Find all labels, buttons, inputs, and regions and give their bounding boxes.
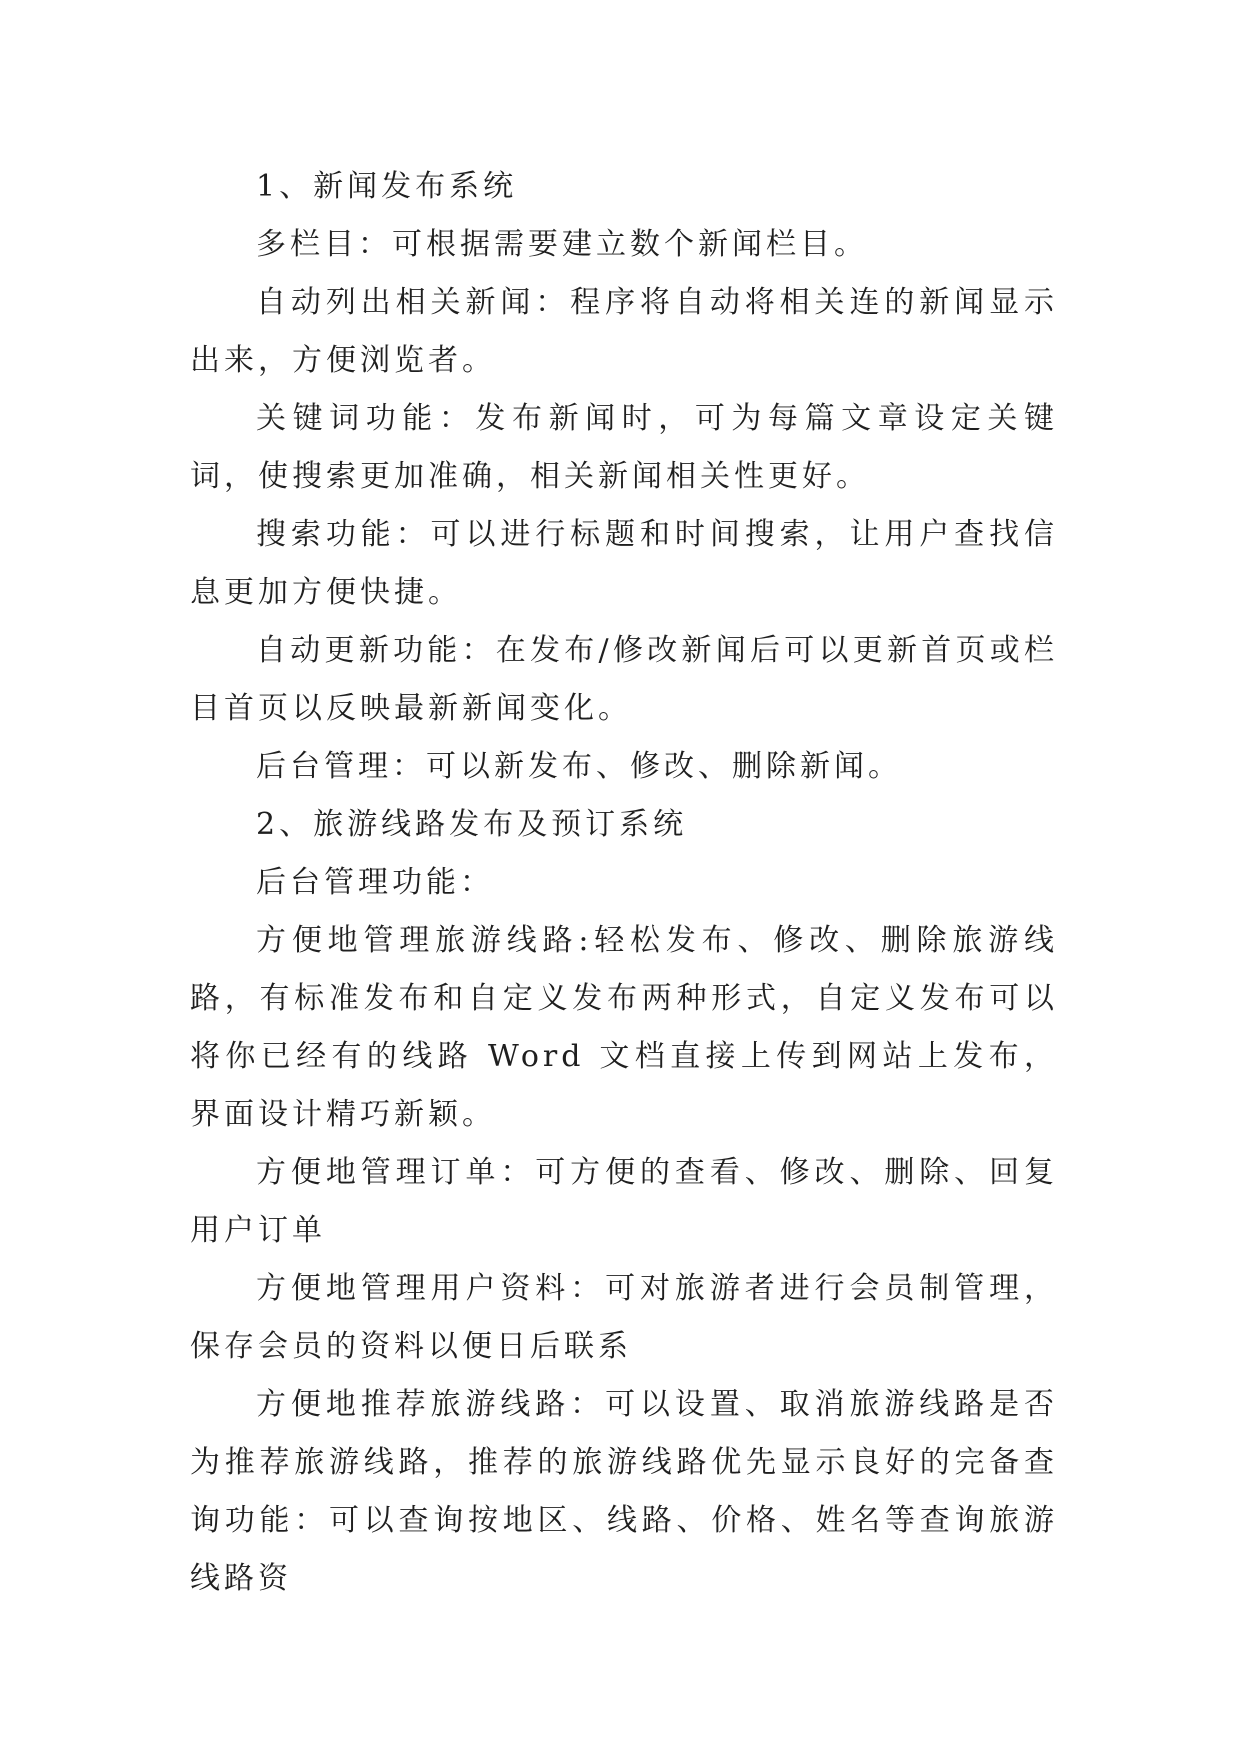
paragraph-manage-routes: 方便地管理旅游线路:轻松发布、修改、删除旅游线路，有标准发布和自定义发布两种形式，自定义发布可以将你已经有的线路 Word 文档直接上传到网站上发布，界面设计精巧新颖。 — [190, 923, 1058, 1132]
heading-news-system: 1、新闻发布系统 — [256, 169, 518, 204]
paragraph-keywords: 关键词功能：发布新闻时，可为每篇文章设定关键词，使搜索更加准确，相关新闻相关性更好。 — [190, 401, 1058, 494]
paragraph-search: 搜索功能：可以进行标题和时间搜索，让用户查找信息更加方便快捷。 — [190, 517, 1058, 610]
paragraph-manage-orders: 方便地管理订单：可方便的查看、修改、删除、回复用户订单 — [190, 1155, 1058, 1248]
paragraph-related-news: 自动列出相关新闻：程序将自动将相关连的新闻显示出来，方便浏览者。 — [190, 285, 1058, 378]
paragraph-auto-update: 自动更新功能：在发布/修改新闻后可以更新首页或栏目首页以反映最新新闻变化。 — [190, 633, 1058, 726]
paragraph-admin-functions: 后台管理功能： — [256, 865, 494, 900]
document-body — [190, 158, 1058, 1608]
heading-travel-system: 2、旅游线路发布及预订系统 — [256, 807, 688, 842]
paragraph-admin: 后台管理：可以新发布、修改、删除新闻。 — [256, 749, 902, 784]
paragraph-recommend-routes: 方便地推荐旅游线路：可以设置、取消旅游线路是否为推荐旅游线路，推荐的旅游线路优先显示良好的完备查询功能：可以查询按地区、线路、价格、姓名等查询旅游线路资 — [190, 1387, 1058, 1596]
paragraph-multi-column: 多栏目：可根据需要建立数个新闻栏目。 — [256, 227, 868, 262]
paragraph-manage-users: 方便地管理用户资料：可对旅游者进行会员制管理，保存会员的资料以便日后联系 — [190, 1271, 1058, 1364]
